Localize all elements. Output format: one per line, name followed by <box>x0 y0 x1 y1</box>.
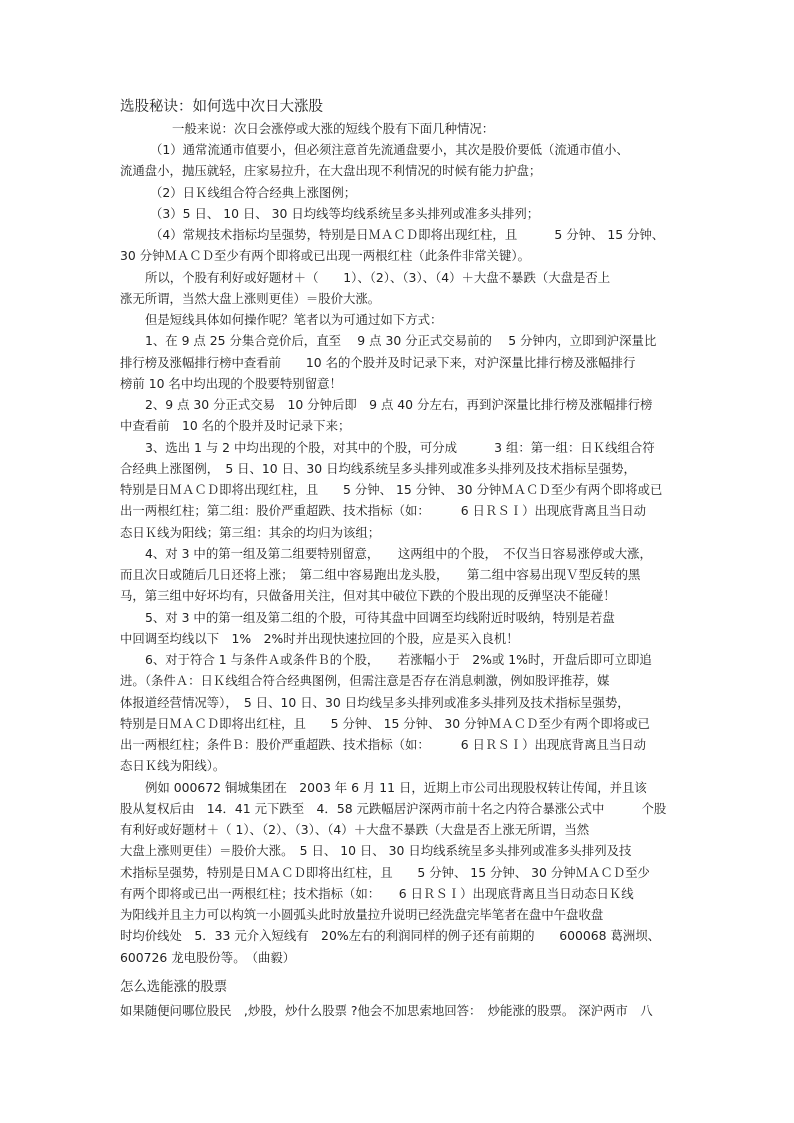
paragraph-line: 体报道经营情况等）， 5 日、10 日、30 日均线呈多头排列或准多头排列及技术指标呈强势， <box>120 695 630 710</box>
section-title: 怎么选能涨的股票 <box>120 980 228 995</box>
paragraph-line: 6、对于符合 1 与条件Ａ或条件Ｂ的个股， 若涨幅小于 2%或 1%时，开盘后即可立即追 <box>145 652 652 667</box>
paragraph-line: 4、对 3 中的第一组及第二组要特别留意， 这两组中的个股， 不仅当日容易涨停或大涨， <box>145 546 652 561</box>
paragraph-line: 一般来说：次日会涨停或大涨的短线个股有下面几种情况： <box>172 121 495 136</box>
paragraph-line: 态日Ｋ线为阳线；第三组：其余的均归为该组； <box>120 525 381 540</box>
paragraph-line: 中查看前 10 名的个股并及时记录下来； <box>120 418 351 433</box>
paragraph-line: 2、9 点 30 分正式交易 10 分钟后即 9 点 40 分左右，再到沪深量比排行榜及涨幅排行榜 <box>145 397 653 412</box>
paragraph-line: 态日Ｋ线为阳线）。 <box>120 758 226 773</box>
paragraph-line: 但是短线具体如何操作呢？笔者以为可通过如下方式： <box>145 312 443 327</box>
paragraph-line: 为阳线并且主力可以构筑一小圆弧头此时放量拉升说明已经洗盘完毕笔者在盘中午盘收盘 <box>120 907 604 922</box>
paragraph-line: 出一两根红柱；条件Ｂ：股价严重超跌、技术指标（如： 6 日ＲＳＩ）出现底背离且当日动 <box>120 737 647 752</box>
paragraph-line: （3）5 日、 10 日、 30 日均线等均线系统呈多头排列或准多头排列； <box>150 206 540 221</box>
paragraph-line: （1）通常流通市值要小，但必须注意首先流通盘要小，其次是股价要低（流通市值小、 <box>150 142 629 157</box>
paragraph-line: 有两个即将或已出一两根红柱；技术指标（如： 6 日ＲＳＩ）出现底背离且当日动态日Ｋ线 <box>120 886 634 901</box>
paragraph-line: 流通盘小，抛压就轻，庄家易拉升，在大盘出现不利情况的时候有能力护盘； <box>120 163 542 178</box>
paragraph-line: 600726 龙电股份等。 （曲毅） <box>120 950 296 965</box>
paragraph-line: 时均价线处 5．33 元介入短线有 20%左右的利润同样的例子还有前期的 600068 葛洲坝、 <box>120 928 661 943</box>
paragraph-line: 大盘上涨则更佳）＝股价大涨。 5 日、 10 日、 30 日均线系统呈多头排列或准多头排列及技 <box>120 843 632 858</box>
paragraph-line: （4）常规技术指标均呈强势，特别是日ＭＡＣＤ即将出现红柱，且 5 分钟、 15 分钟、 <box>150 227 665 242</box>
paragraph-line: 所以，个股有利好或好题材＋（ 1）、（2）、（3）、（4）＋大盘不暴跌（大盘是否上 <box>145 270 611 285</box>
paragraph-line: 而且次日或随后几日还将上涨； 第二组中容易跑出龙头股， 第二组中容易出现Ｖ型反转的黑 <box>120 567 641 582</box>
paragraph-line: 特别是日ＭＡＣＤ即将出红柱，且 5 分钟、 15 分钟、 30 分钟ＭＡＣＤ至少有两个即将或已 <box>120 716 650 731</box>
paragraph-line: 中回调至均线以下 1% 2%时并出现快速拉回的个股，应是买入良机！ <box>120 631 519 646</box>
paragraph-line: 5、对 3 中的第一组及第二组的个股，可待其盘中回调至均线附近时吸纳，特别是若盘 <box>145 610 615 625</box>
paragraph-line: 1、在 9 点 25 分集合竞价后，直至 9 点 30 分正式交易前的 5 分钟内，立即到沪深量比 <box>145 333 657 348</box>
paragraph-line: 3、选出 1 与 2 中均出现的个股，对其中的个股，可分成 3 组：第一组：日Ｋ线组合符 <box>145 440 655 455</box>
paragraph-line: 如果随便问哪位股民 ,炒股，炒什么股票 ?他会不加思索地回答： 炒能涨的股票。 深沪两市 八 <box>120 1003 653 1018</box>
paragraph-line: 例如 000672 铜城集团在 2003 年 6 月 11 日，近期上市公司出现股权转让传闻，并且该 <box>145 780 647 795</box>
document-title: 选股秘诀：如何选中次日大涨股 <box>120 99 323 115</box>
paragraph-line: 涨无所谓，当然大盘上涨则更佳）＝股价大涨。 <box>120 291 381 306</box>
paragraph-line: 马，第三组中好坏均有，只做备用关注，但对其中破位下跌的个股出现的反弹坚决不能碰！ <box>120 588 616 603</box>
paragraph-line: 特别是日ＭＡＣＤ即将出现红柱，且 5 分钟、 15 分钟、 30 分钟ＭＡＣＤ至少有两个即将或已 <box>120 482 663 497</box>
paragraph-line: 进。（条件Ａ：日Ｋ线组合符合经典图例，但需注意是否存在消息刺激，例如股评推荐，媒 <box>120 673 610 688</box>
paragraph-line: 有利好或好题材＋（ 1）、（2）、（3）、（4）＋大盘不暴跌（大盘是否上涨无所谓，当然 <box>120 822 590 837</box>
paragraph-line: （2）日Ｋ线组合符合经典上涨图例； <box>150 185 357 200</box>
paragraph-line: 排行榜及涨幅排行榜中查看前 10 名的个股并及时记录下来，对沪深量比排行榜及涨幅排行 <box>120 355 636 370</box>
paragraph-line: 榜前 10 名中均出现的个股要特别留意！ <box>120 376 342 391</box>
paragraph-line: 合经典上涨图例， 5 日、10 日、30 日均线系统呈多头排列或准多头排列及技术指标呈强势， <box>120 461 636 476</box>
paragraph-line: 出一两根红柱；第二组：股价严重超跌、技术指标（如： 6 日ＲＳＩ）出现底背离且当日动 <box>120 503 647 518</box>
paragraph-line: 30 分钟ＭＡＣＤ至少有两个即将或已出现一两根红柱（此条件非常关键）。 <box>120 248 531 263</box>
paragraph-line: 股从复权后由 14．41 元下跌至 4．58 元跌幅居沪深两市前十名之内符合暴涨公式中 个股 <box>120 801 667 816</box>
paragraph-line: 术指标呈强势，特别是日ＭＡＣＤ即将出红柱，且 5 分钟、 15 分钟、 30 分钟ＭＡＣＤ至少 <box>120 865 650 880</box>
